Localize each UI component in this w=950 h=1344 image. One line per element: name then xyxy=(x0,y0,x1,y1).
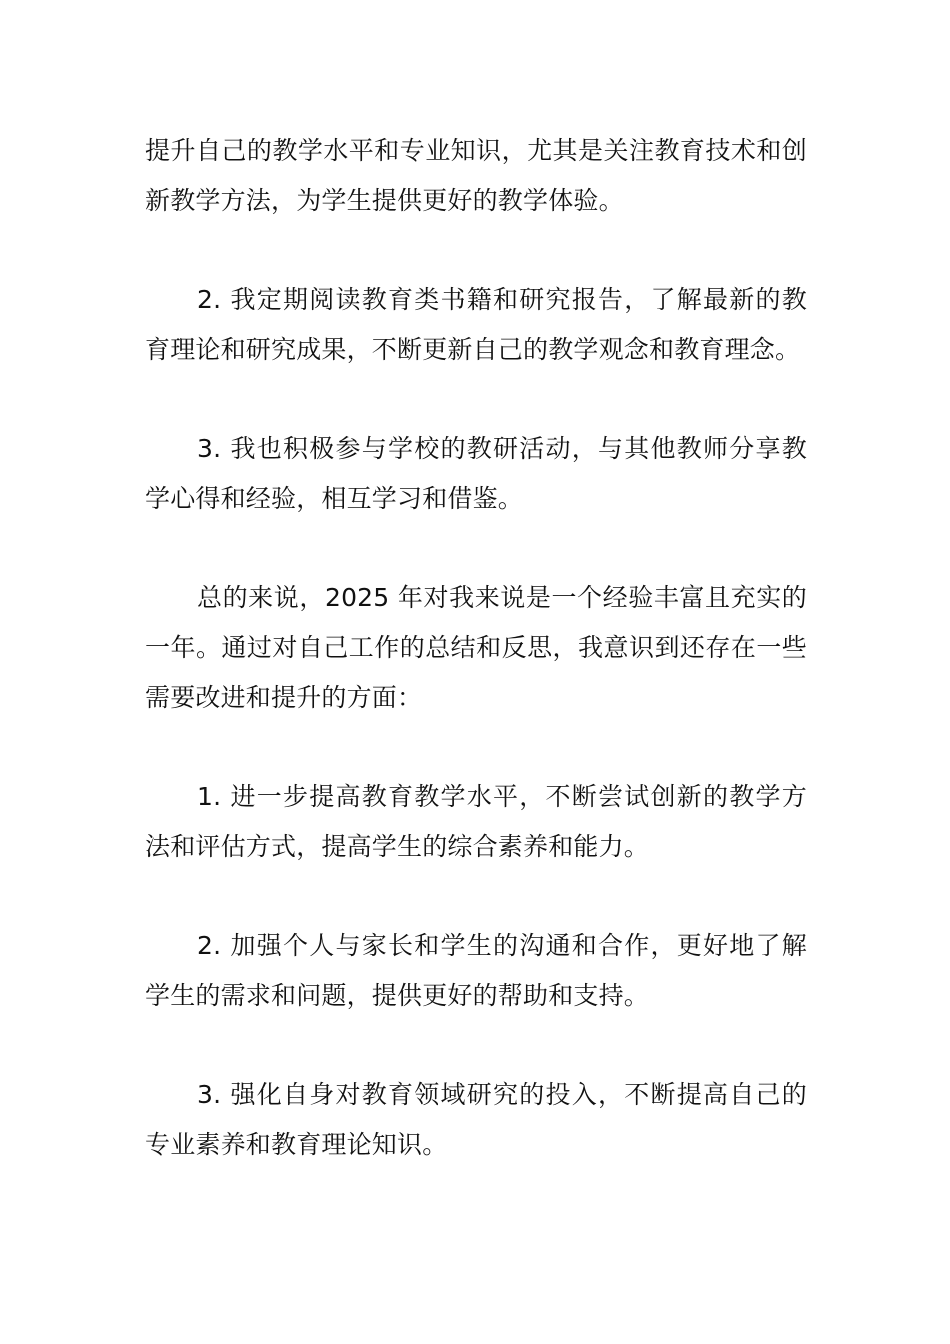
paragraph-improve-1: 1. 进一步提高教育教学水平，不断尝试创新的教学方法和评估方式，提高学生的综合素养和能力。 xyxy=(145,782,807,861)
paragraph-improve-3: 3. 强化自身对教育领域研究的投入，不断提高自己的专业素养和教育理论知识。 xyxy=(145,1080,807,1159)
paragraph-item-2-reading: 2. 我定期阅读教育类书籍和研究报告，了解最新的教育理论和研究成果，不断更新自己的教学观念和教育理念。 xyxy=(145,285,807,364)
document-body xyxy=(145,126,807,1170)
paragraph-improve-2: 2. 加强个人与家长和学生的沟通和合作，更好地了解学生的需求和问题，提供更好的帮助和支持。 xyxy=(145,931,807,1010)
paragraph-item-3-research-activities: 3. 我也积极参与学校的教研活动，与其他教师分享教学心得和经验，相互学习和借鉴。 xyxy=(145,434,807,513)
paragraph-continuation: 提升自己的教学水平和专业知识，尤其是关注教育技术和创新教学方法，为学生提供更好的教学体验。 xyxy=(145,136,807,215)
paragraph-summary: 总的来说，2025 年对我来说是一个经验丰富且充实的一年。通过对自己工作的总结和反思，我意识到还存在一些需要改进和提升的方面： xyxy=(145,583,807,712)
